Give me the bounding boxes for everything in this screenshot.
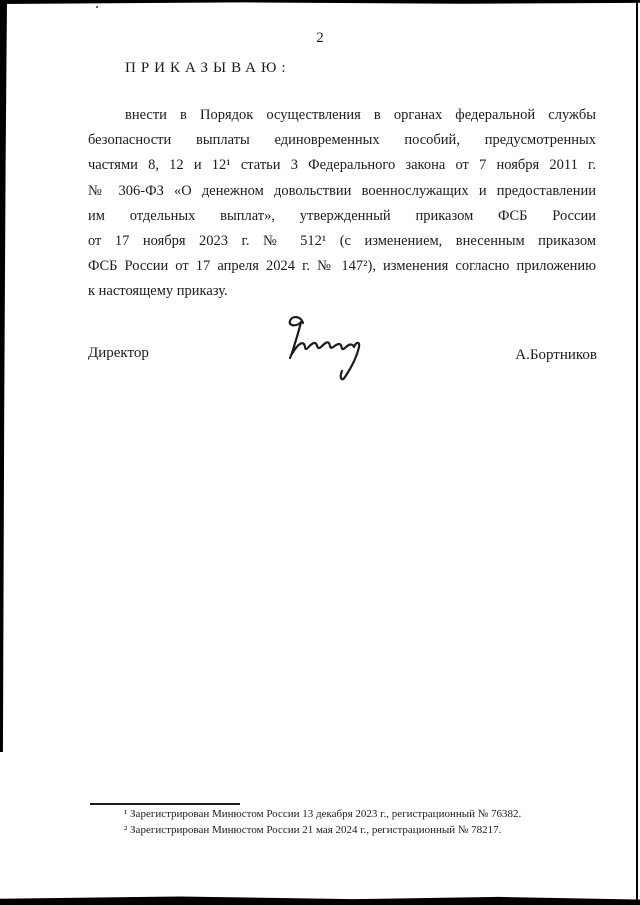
scan-edge-right bbox=[636, 0, 638, 905]
signature-role-label: Директор bbox=[88, 345, 149, 361]
order-body-paragraph bbox=[88, 103, 596, 305]
footnote-separator bbox=[90, 803, 240, 805]
paragraph-line: к настоящему приказу. bbox=[88, 283, 228, 300]
paragraph-line: частями 8, 12 и 12¹ статьи 3 Федерального закона от 7 ноября 2011 г. bbox=[88, 157, 596, 174]
scan-edge-left bbox=[0, 0, 7, 752]
order-heading: ПРИКАЗЫВАЮ: bbox=[125, 60, 291, 76]
paragraph-line: внести в Порядок осуществления в органах федеральной службы bbox=[125, 107, 596, 123]
scan-edge-top bbox=[0, 0, 640, 4]
paragraph-line: № 306-ФЗ «О денежном довольствии военнослужащих и предоставлении bbox=[88, 182, 596, 199]
paragraph-line: от 17 ноября 2023 г. № 512¹ (с изменением, внесенным приказом bbox=[88, 232, 596, 249]
page-number: 2 bbox=[316, 30, 324, 46]
scan-speck bbox=[96, 6, 98, 8]
footnotes-block bbox=[124, 807, 594, 838]
paragraph-line: им отдельных выплат», утвержденный приказом ФСБ России bbox=[88, 207, 596, 224]
footnote-item: ² Зарегистрирован Минюстом России 21 мая 2024 г., регистрационный № 78217. bbox=[124, 823, 502, 836]
footnote-item: ¹ Зарегистрирован Минюстом России 13 декабря 2023 г., регистрационный № 76382. bbox=[124, 808, 522, 820]
paragraph-line: безопасности выплаты единовременных пособий, предусмотренных bbox=[88, 132, 596, 149]
signature-name-label: А.Бортников bbox=[515, 347, 597, 363]
scan-edge-bottom bbox=[0, 896, 640, 905]
paragraph-line: ФСБ России от 17 апреля 2024 г. № 147²), изменения согласно приложению bbox=[88, 258, 596, 275]
director-signature-scribble-icon bbox=[273, 313, 373, 388]
